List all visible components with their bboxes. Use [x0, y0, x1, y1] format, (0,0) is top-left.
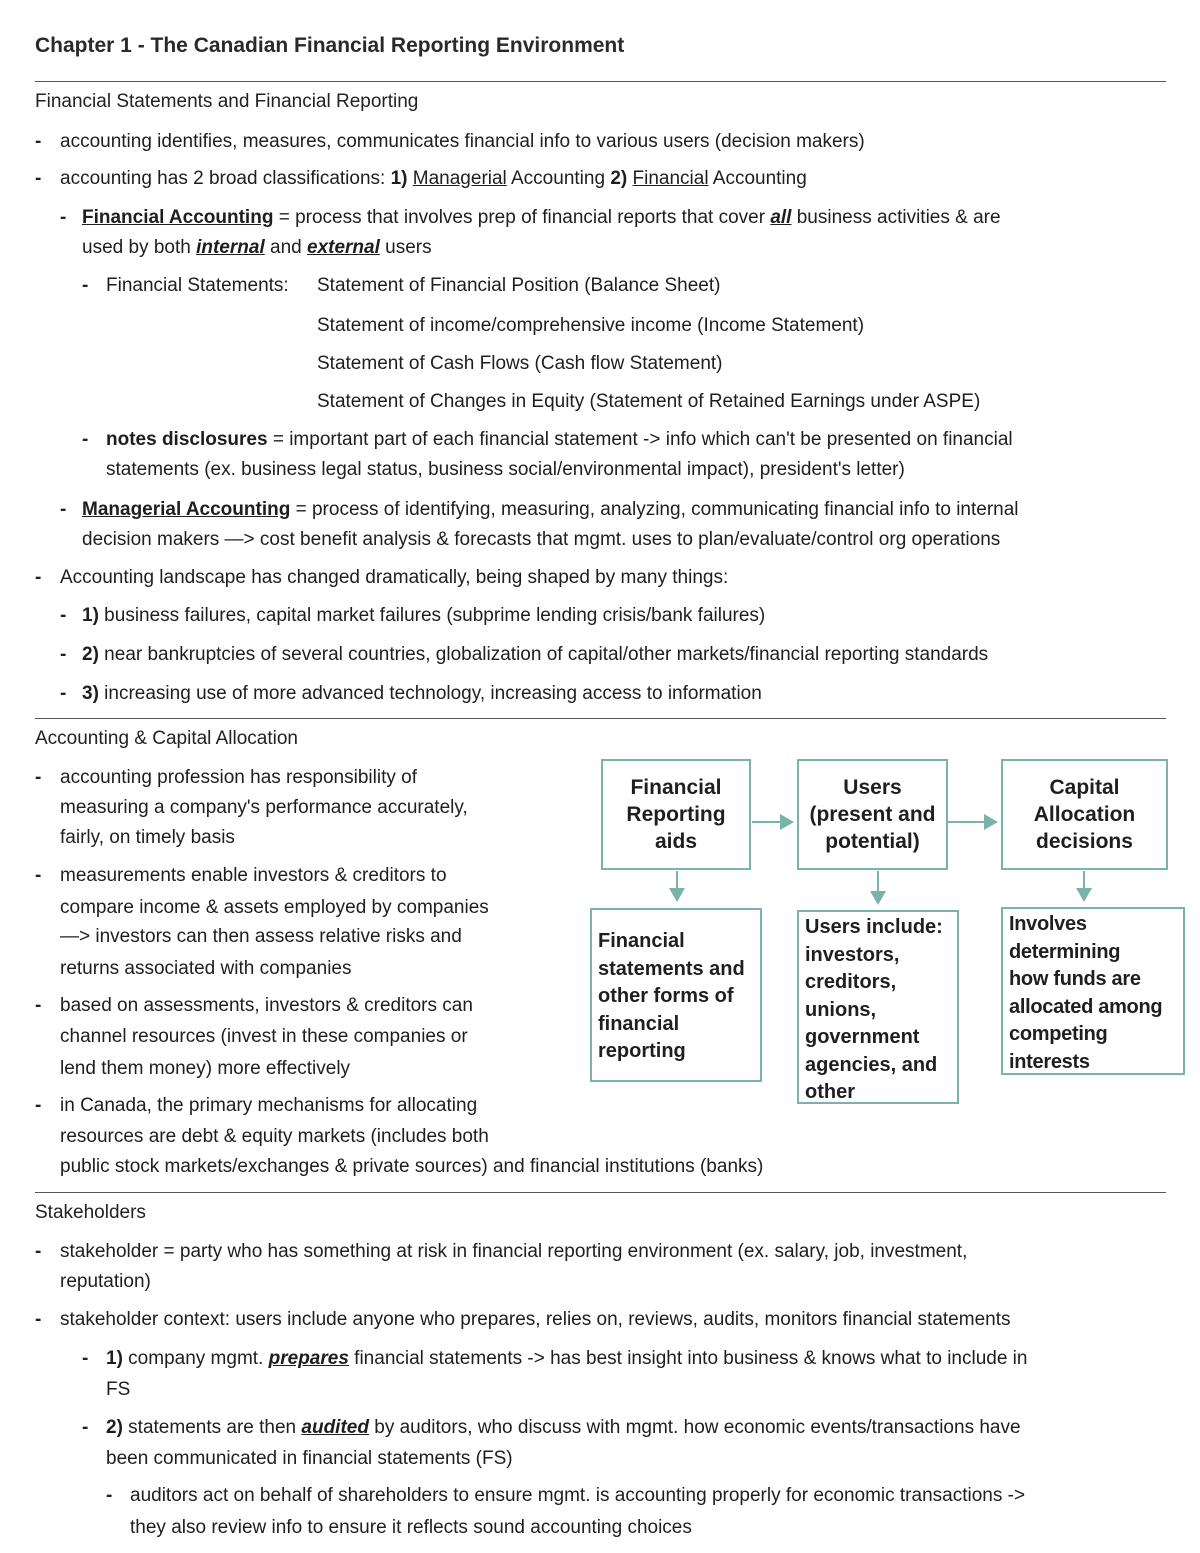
- bullet-text-continued: reputation): [60, 1271, 151, 1292]
- bullet-text-continued: —> investors can then assess relative risks and: [60, 926, 462, 947]
- term-financial-accounting: Financial Accounting: [82, 207, 274, 228]
- definition-managerial-accounting: Managerial Accounting = process of identifying, measuring, analyzing, communicating financial info to internal: [82, 499, 1019, 520]
- definition-financial-accounting: Financial Accounting = process that involves prep of financial reports that cover all business activities & are: [82, 207, 1001, 228]
- bullet-text: based on assessments, investors & creditors can: [60, 995, 473, 1016]
- bullet-text-continued: public stock markets/exchanges & private sources) and financial institutions (banks): [60, 1156, 764, 1177]
- bullet-dash: -: [35, 1241, 42, 1262]
- statement-item: Statement of income/comprehensive income (Income Statement): [317, 315, 865, 336]
- bullet-text: Accounting landscape has changed dramatically, being shaped by many things:: [60, 567, 729, 588]
- bullet-dash: -: [60, 605, 67, 626]
- bullet-text: 3) increasing use of more advanced technology, increasing access to information: [82, 683, 762, 704]
- bullet-dash: -: [35, 567, 42, 588]
- financial-statements-label: Financial Statements:: [106, 275, 289, 296]
- bullet-text: measurements enable investors & creditors to: [60, 865, 447, 886]
- section-heading: Stakeholders: [35, 1202, 146, 1223]
- bullet-dash: -: [35, 131, 42, 152]
- bullet-text-continued: measuring a company's performance accurately,: [60, 797, 468, 818]
- bullet-text: in Canada, the primary mechanisms for allocating: [60, 1095, 478, 1116]
- box-capital-allocation: Capital Allocation decisions: [1001, 759, 1168, 870]
- bullet-text-continued: channel resources (invest in these companies or: [60, 1026, 468, 1047]
- box-users-include: Users include: investors, creditors, unions, government agencies, and other: [797, 910, 959, 1104]
- divider: [35, 1192, 1166, 1193]
- bullet-dash: -: [35, 1095, 42, 1116]
- bullet-text: stakeholder = party who has something at risk in financial reporting environment (ex. salary, job, investment,: [60, 1241, 968, 1262]
- statement-item: Statement of Cash Flows (Cash flow Statement): [317, 353, 723, 374]
- bullet-text: stakeholder context: users include anyone who prepares, relies on, reviews, audits, monitors financial statements: [60, 1309, 1011, 1330]
- bullet-text: accounting identifies, measures, communicates financial info to various users (decision makers): [60, 131, 865, 152]
- bullet-text-continued: they also review info to ensure it reflects sound accounting choices: [130, 1517, 692, 1538]
- box-involves-determining: Involves determining how funds are allocated among competing interests: [1001, 907, 1185, 1075]
- bullet-text-continued: statements (ex. business legal status, business social/environmental impact), president's letter): [106, 459, 905, 480]
- bullet-dash: -: [60, 683, 67, 704]
- bullet-dash: -: [60, 644, 67, 665]
- statement-item: Statement of Financial Position (Balance Sheet): [317, 275, 721, 296]
- bullet-text-continued: been communicated in financial statements (FS): [106, 1448, 513, 1469]
- bullet-text-continued: decision makers —> cost benefit analysis & forecasts that mgmt. uses to plan/evaluate/control org operations: [82, 529, 1001, 550]
- definition-notes-disclosures: notes disclosures = important part of each financial statement -> info which can't be presented on financial: [106, 429, 1013, 450]
- bullet-text: 2) near bankruptcies of several countries, globalization of capital/other markets/financial reporting standards: [82, 644, 989, 665]
- bullet-text-continued: fairly, on timely basis: [60, 827, 235, 848]
- bullet-dash: -: [35, 168, 42, 189]
- bullet-text-continued: returns associated with companies: [60, 958, 352, 979]
- bullet-dash: -: [60, 207, 67, 228]
- bullet-text-continued: used by both internal and external users: [82, 237, 432, 258]
- bullet-text: auditors act on behalf of shareholders to ensure mgmt. is accounting properly for economic transactions ->: [130, 1485, 1026, 1506]
- bullet-text-continued: resources are debt & equity markets (includes both: [60, 1126, 489, 1147]
- bullet-text-continued: lend them money) more effectively: [60, 1058, 351, 1079]
- bullet-dash: -: [60, 499, 67, 520]
- bullet-text: accounting has 2 broad classifications: 1) Managerial Accounting 2) Financial Accounting: [60, 168, 807, 189]
- term-notes-disclosures: notes disclosures: [106, 429, 268, 450]
- section-heading: Accounting & Capital Allocation: [35, 728, 298, 749]
- bullet-dash: -: [35, 767, 42, 788]
- box-financial-statements: Financial statements and other forms of financial reporting: [590, 908, 762, 1082]
- bullet-dash: -: [82, 1348, 89, 1369]
- bullet-text: accounting profession has responsibility of: [60, 767, 417, 788]
- bullet-dash: -: [82, 1417, 89, 1438]
- bullet-dash: -: [82, 275, 89, 296]
- bullet-dash: -: [35, 995, 42, 1016]
- bullet-text: 1) business failures, capital market failures (subprime lending crisis/bank failures): [82, 605, 766, 626]
- page-title: Chapter 1 - The Canadian Financial Reporting Environment: [35, 34, 625, 57]
- bullet-dash: -: [35, 865, 42, 886]
- section-heading: Financial Statements and Financial Reporting: [35, 91, 419, 112]
- bullet-dash: -: [106, 1485, 113, 1506]
- bullet-text-continued: compare income & assets employed by companies: [60, 897, 489, 918]
- bullet-dash: -: [35, 1309, 42, 1330]
- term-managerial-accounting: Managerial Accounting: [82, 499, 291, 520]
- bullet-text: 1) company mgmt. prepares financial statements -> has best insight into business & knows what to include in: [106, 1348, 1028, 1369]
- bullet-dash: -: [82, 429, 89, 450]
- bullet-text-continued: FS: [106, 1379, 131, 1400]
- bullet-text: 2) statements are then audited by auditors, who discuss with mgmt. how economic events/transactions have: [106, 1417, 1021, 1438]
- box-users: Users (present and potential): [797, 759, 948, 870]
- box-financial-reporting-aids: Financial Reporting aids: [601, 759, 751, 870]
- statement-item: Statement of Changes in Equity (Statement of Retained Earnings under ASPE): [317, 391, 981, 412]
